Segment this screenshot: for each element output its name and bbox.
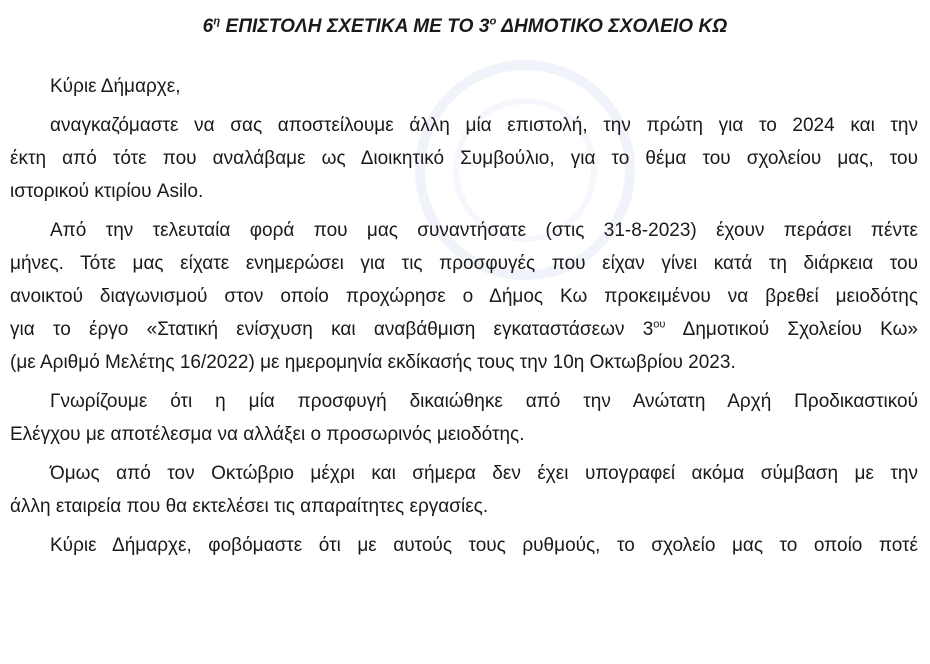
paragraph-1-line-1: αναγκαζόμαστε να σας αποστείλουμε άλλη μία επιστολή, την πρώτη για το 2024 και την [50,115,918,136]
project-ordinal-sup: ου [653,318,666,331]
paragraph-4 [10,457,918,523]
title-ordinal-sup: η [213,15,221,28]
paragraph-1 [10,109,918,208]
title-end: ΔΗΜΟΤΙΚΟ ΣΧΟΛΕΙΟ ΚΩ [496,16,728,37]
paragraph-4-line-1: Όμως από τον Οκτώβριο μέχρι και σήμερα δεν έχει υπογραφεί ακόμα σύμβαση με την [50,463,918,484]
paragraph-3 [10,385,918,451]
paragraph-2 [10,214,918,379]
letter-title [0,16,930,38]
title-middle: ΕΠΙΣΤΟΛΗ ΣΧΕΤΙΚΑ ΜΕ ΤΟ 3 [220,16,490,37]
project-title-end: Δημοτικού Σχολείου Κω» [665,319,918,340]
paragraph-2-line-2: μήνες. Τότε μας είχατε ενημερώσει για τις προσφυγές που είχαν γίνει κατά τη διάρκεια του [10,253,918,274]
paragraph-2-line-3: ανοικτού διαγωνισμού στον οποίο προχώρησε ο Δήμος Κω προκειμένου να βρεθεί μειοδότης [10,286,918,307]
paragraph-4-line-2: άλλη εταιρεία που θα εκτελέσει τις απαραίτητες εργασίες. [10,496,489,517]
paragraph-2-line-4 [10,313,918,346]
paragraph-1-line-3: ιστορικού κτιρίου Asilo. [10,181,204,202]
salutation: Κύριε Δήμαρχε, [50,76,181,97]
title-number: 6 [202,16,214,37]
paragraph-2-line-5: (με Αριθμό Μελέτης 16/2022) με ημερομηνία εκδίκασής τους την 10η Οκτωβρίου 2023. [10,352,736,373]
letter-body [10,70,918,562]
project-title-start: για το έργο «Στατική ενίσχυση και αναβάθμιση εγκαταστάσεων 3 [10,319,654,340]
paragraph-5-line-1: Κύριε Δήμαρχε, φοβόμαστε ότι με αυτούς τους ρυθμούς, το σχολείο μας το οποίο ποτέ [50,535,918,556]
paragraph-1-line-2: έκτη από τότε που αναλάβαμε ως Διοικητικό Συμβούλιο, για το θέμα του σχολείου μας, του [10,148,918,169]
paragraph-2-line-1: Από την τελευταία φορά που μας συναντήσατε (στις 31-8-2023) έχουν περάσει πέντε [50,220,918,241]
paragraph-3-line-1: Γνωρίζουμε ότι η μία προσφυγή δικαιώθηκε από την Ανώτατη Αρχή Προδικαστικού [50,391,918,412]
paragraph-5 [10,529,918,562]
paragraph-3-line-2: Ελέγχου με αποτέλεσμα να αλλάξει ο προσωρινός μειοδότης. [10,424,525,445]
title-school-ordinal-sup: ο [489,15,497,28]
